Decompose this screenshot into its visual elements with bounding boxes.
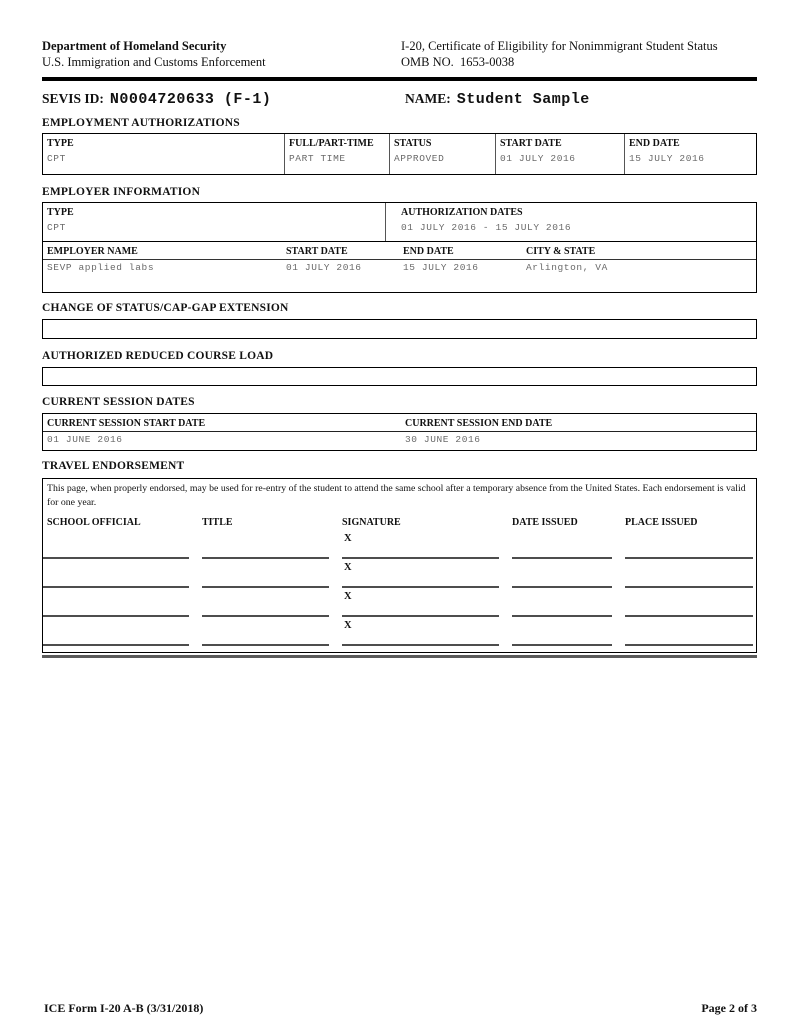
col-header-session-start-date: CURRENT SESSION START DATE bbox=[47, 418, 206, 429]
agency-name: Department of Homeland Security bbox=[42, 39, 227, 53]
col-header-employer-start-date: START DATE bbox=[286, 246, 348, 257]
cell-employer-name: SEVP applied labs bbox=[47, 262, 155, 273]
cell-end-date: 15 JULY 2016 bbox=[624, 151, 756, 174]
section-title-employment-authorizations: EMPLOYMENT AUTHORIZATIONS bbox=[42, 117, 240, 129]
page-footer bbox=[44, 1001, 757, 1016]
cell-status: APPROVED bbox=[389, 151, 495, 174]
employment-auth-header-row bbox=[43, 134, 756, 151]
col-header-full-part-time: FULL/PART-TIME bbox=[284, 134, 389, 151]
section-title-current-session-dates: CURRENT SESSION DATES bbox=[42, 396, 195, 408]
travel-endorsement-description: This page, when properly endorsed, may be used for re-entry of the student to attend the same school after a temporary absence from the United States. Each endorsement is valid for one year. bbox=[47, 483, 746, 508]
title-line bbox=[202, 644, 329, 646]
omb-number: OMB NO. 1653-0038 bbox=[401, 55, 515, 69]
cell-city-state: Arlington, VA bbox=[526, 262, 608, 273]
cell-session-end-date: 30 JUNE 2016 bbox=[405, 434, 481, 445]
travel-endorsement-bottom-rule bbox=[42, 655, 757, 658]
cell-employer-type: CPT bbox=[47, 222, 66, 233]
agency-subname: U.S. Immigration and Customs Enforcement bbox=[42, 55, 266, 69]
cell-full-part-time: PART TIME bbox=[284, 151, 389, 174]
change-of-status-field bbox=[42, 319, 757, 339]
col-header-school-official: SCHOOL OFFICIAL bbox=[47, 517, 141, 528]
employer-detail-header-row bbox=[43, 242, 756, 260]
section-title-employer-information: EMPLOYER INFORMATION bbox=[42, 186, 201, 198]
change-of-status-value bbox=[43, 324, 47, 339]
col-header-employer-end-date: END DATE bbox=[403, 246, 454, 257]
col-header-authorization-dates: AUTHORIZATION DATES bbox=[385, 203, 756, 220]
employer-information-table bbox=[42, 202, 757, 293]
name-value: Student Sample bbox=[456, 91, 590, 108]
employer-detail-value-row bbox=[43, 260, 756, 292]
col-header-session-end-date: CURRENT SESSION END DATE bbox=[405, 418, 553, 429]
cell-employer-end-date: 15 JULY 2016 bbox=[403, 262, 479, 273]
col-header-employer-type: TYPE bbox=[47, 207, 74, 218]
section-title-travel-endorsement: TRAVEL ENDORSEMENT bbox=[42, 460, 185, 472]
col-header-title: TITLE bbox=[202, 517, 233, 528]
section-title-change-of-status: CHANGE OF STATUS/CAP-GAP EXTENSION bbox=[42, 302, 289, 314]
header-divider bbox=[42, 77, 757, 81]
form-title: I-20, Certificate of Eligibility for Nonimmigrant Student Status bbox=[401, 39, 718, 53]
employment-authorizations-table bbox=[42, 133, 757, 175]
document-header bbox=[42, 0, 757, 70]
cell-authorization-dates: 01 JULY 2016 - 15 JULY 2016 bbox=[385, 220, 756, 241]
signature-x-mark: X bbox=[344, 591, 352, 602]
col-header-place-issued: PLACE ISSUED bbox=[625, 517, 698, 528]
current-session-value-row bbox=[43, 432, 756, 450]
identity-row bbox=[42, 90, 757, 112]
endorsement-row-2 bbox=[43, 559, 756, 588]
employer-type-value-row bbox=[43, 220, 756, 241]
col-header-employer-name: EMPLOYER NAME bbox=[47, 246, 138, 257]
cell-employer-start-date: 01 JULY 2016 bbox=[286, 262, 362, 273]
employment-auth-value-row bbox=[43, 151, 756, 174]
signature-x-mark: X bbox=[344, 620, 352, 631]
reduced-course-load-value bbox=[43, 372, 47, 387]
cell-start-date: 01 JULY 2016 bbox=[495, 151, 624, 174]
col-header-signature: SIGNATURE bbox=[342, 517, 401, 528]
col-header-city-state: CITY & STATE bbox=[526, 246, 596, 257]
reduced-course-load-field bbox=[42, 367, 757, 386]
travel-endorsement-header-row bbox=[43, 513, 756, 530]
cell-type: CPT bbox=[47, 153, 66, 164]
col-header-end-date: END DATE bbox=[624, 134, 756, 151]
col-header-status: STATUS bbox=[389, 134, 495, 151]
endorsement-row-3 bbox=[43, 588, 756, 617]
col-header-start-date: START DATE bbox=[495, 134, 624, 151]
cell-session-start-date: 01 JUNE 2016 bbox=[47, 434, 123, 445]
col-header-type: TYPE bbox=[47, 138, 74, 149]
page-number: Page 2 of 3 bbox=[701, 1001, 757, 1015]
place-issued-line bbox=[625, 644, 753, 646]
form-id: ICE Form I-20 A-B (3/31/2018) bbox=[44, 1001, 204, 1015]
travel-endorsement-table bbox=[42, 478, 757, 653]
endorsement-row-1 bbox=[43, 530, 756, 559]
school-official-line bbox=[43, 644, 189, 646]
name-label: NAME: bbox=[405, 91, 451, 106]
signature-x-mark: X bbox=[344, 533, 352, 544]
section-title-reduced-course-load: AUTHORIZED REDUCED COURSE LOAD bbox=[42, 350, 274, 362]
sevis-id-value: N0004720633 (F-1) bbox=[109, 91, 272, 108]
col-header-date-issued: DATE ISSUED bbox=[512, 517, 578, 528]
signature-x-mark: X bbox=[344, 562, 352, 573]
signature-line bbox=[342, 644, 499, 646]
current-session-table bbox=[42, 413, 757, 451]
date-issued-line bbox=[512, 644, 612, 646]
endorsement-row-4 bbox=[43, 617, 756, 646]
employer-type-header-row bbox=[43, 203, 756, 220]
sevis-id-label: SEVIS ID: bbox=[42, 91, 104, 106]
current-session-header-row bbox=[43, 414, 756, 432]
